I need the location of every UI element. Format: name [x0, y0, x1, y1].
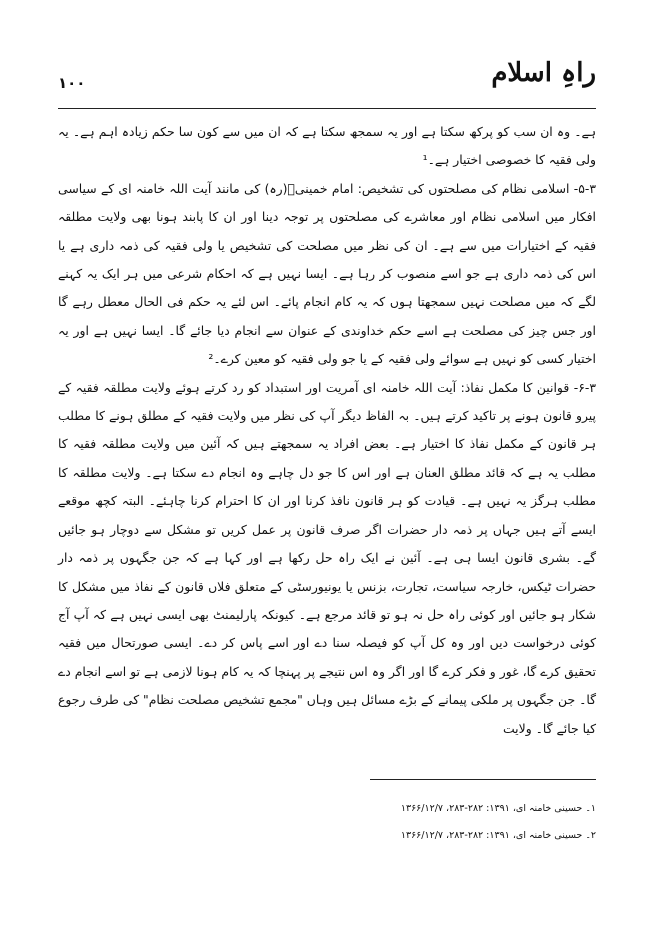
- paragraph: ۶-۳- قوانین کا مکمل نفاذ: آیت اللہ خامنہ ای آمریت اور استبداد کو رد کرتے ہوئے ولایت مطلقہ فقیہ کے پیرو قانون ہونے پر تاکید کرتے ہیں۔ بہ الفاظ دیگر آپ کی نظر میں ولایت فقیہ کے مطلق ہونے کا مطلب ہر قانون کے مکمل نفاذ کا اختیار ہے۔ بعض افراد یہ سمجھتے ہیں کہ آئین میں ولایت مطلقہ فقیہ کا مطلب یہ ہے کہ قائد مطلق العنان ہے اور اس کا جو دل چاہے وہ انجام دے سکتا ہے۔ ولایت مطلقہ کا مطلب ہرگز یہ نہیں ہے۔ قیادت کو ہر قانون نافذ کرنا اور ان کا احترام کرنا چاہئے۔ البتہ کچھ موقعے ایسے آتے ہیں جہاں پر ذمہ دار حضرات اگر صرف قانون پر عمل کریں تو مشکل سے دوچار ہو جائیں گے۔ بشری قانون ایسا ہی ہے۔ آئین نے ایک راہ حل رکھا ہے اور کہا ہے کہ جن جگہوں پر ذمہ دار حضرات ٹیکس، خارجہ سیاست، تجارت، بزنس یا یونیورسٹی کے متعلق فلاں قانون کے نفاذ میں مشکل کا شکار ہو جائیں اور کوئی راہ حل نہ ہو تو قائد مرجع ہے۔ کیونکہ پارلیمنٹ بھی ایسی نہیں ہے کہ آپ آج کوئی درخواست دیں اور وہ کل آپ کو فیصلہ سنا دے اور اسے پاس کر دے۔ ایسی صورتحال میں فقیہ تحقیق کرے گا، غور و فکر کرے گا اور اگر وہ اس نتیجے پر پہنچا کہ یہ کام ہونا لازمی ہے تو اسے انجام دے گا۔ جن جگہوں پر ملکی پیمانے کے بڑے مسائل ہیں وہاں "مجمع تشخیص مصلحت نظام" کی طرف رجوع کیا جائے گا۔ ولایت: [58, 379, 596, 736]
- body-text: [58, 118, 596, 743]
- page-number: ۱۰۰: [58, 74, 86, 92]
- paragraph: ہے۔ وہ ان سب کو پرکھ سکتا ہے اور یہ سمجھ سکتا ہے کہ ان میں سے کون سا حکم زیادہ اہم ہے۔ یہ ولی فقیہ کا خصوصی اختیار ہے۔¹: [58, 124, 596, 168]
- page-header: [58, 58, 596, 108]
- footnote: ۱۔ حسینی خامنہ ای، ۱۳۹۱: ۲۸۲-۲۸۳، ۱۳۶۶/۱۲/۷: [400, 803, 596, 814]
- journal-title: راہِ اسلام: [491, 58, 596, 88]
- footnotes: [196, 795, 596, 849]
- header-divider: [58, 108, 596, 109]
- paragraph: ۵-۳- اسلامی نظام کی مصلحتوں کی تشخیص: امام خمینیؒ(رہ) کی مانند آیت اللہ خامنہ ای کے سیاسی افکار میں اسلامی نظام اور معاشرے کی مصلحتوں پر توجہ دینا اور ان کا پابند ہونا بھی ولایت مطلقہ فقیہ کے اختیارات میں سے ہے۔ ان کی نظر میں مصلحت کی تشخیص یا ولی فقیہ کی ذمہ داری ہے یا اس کی ذمہ داری ہے جو اسے منصوب کر رہا ہے۔ ایسا نہیں ہے کہ احکام شرعی میں ہر ایک یہ کہنے لگے کہ میں مصلحت نہیں سمجھتا ہوں کہ یہ کام انجام پائے۔ اس لئے یہ حکم فی الحال معطل رہے گا اور جس چیز کی مصلحت ہے اسے حکم خداوندی کے عنوان سے انجام دیا جائے گا۔ ایسا نہیں ہے اور یہ اختیار کسی کو نہیں ہے سوائے ولی فقیہ کے یا جو ولی فقیہ کو معین کرے۔²: [58, 180, 596, 367]
- footnote-divider: [370, 779, 596, 780]
- footnote: ۲۔ حسینی خامنہ ای، ۱۳۹۱: ۲۸۲-۲۸۳، ۱۳۶۶/۱۲/۷: [400, 830, 596, 841]
